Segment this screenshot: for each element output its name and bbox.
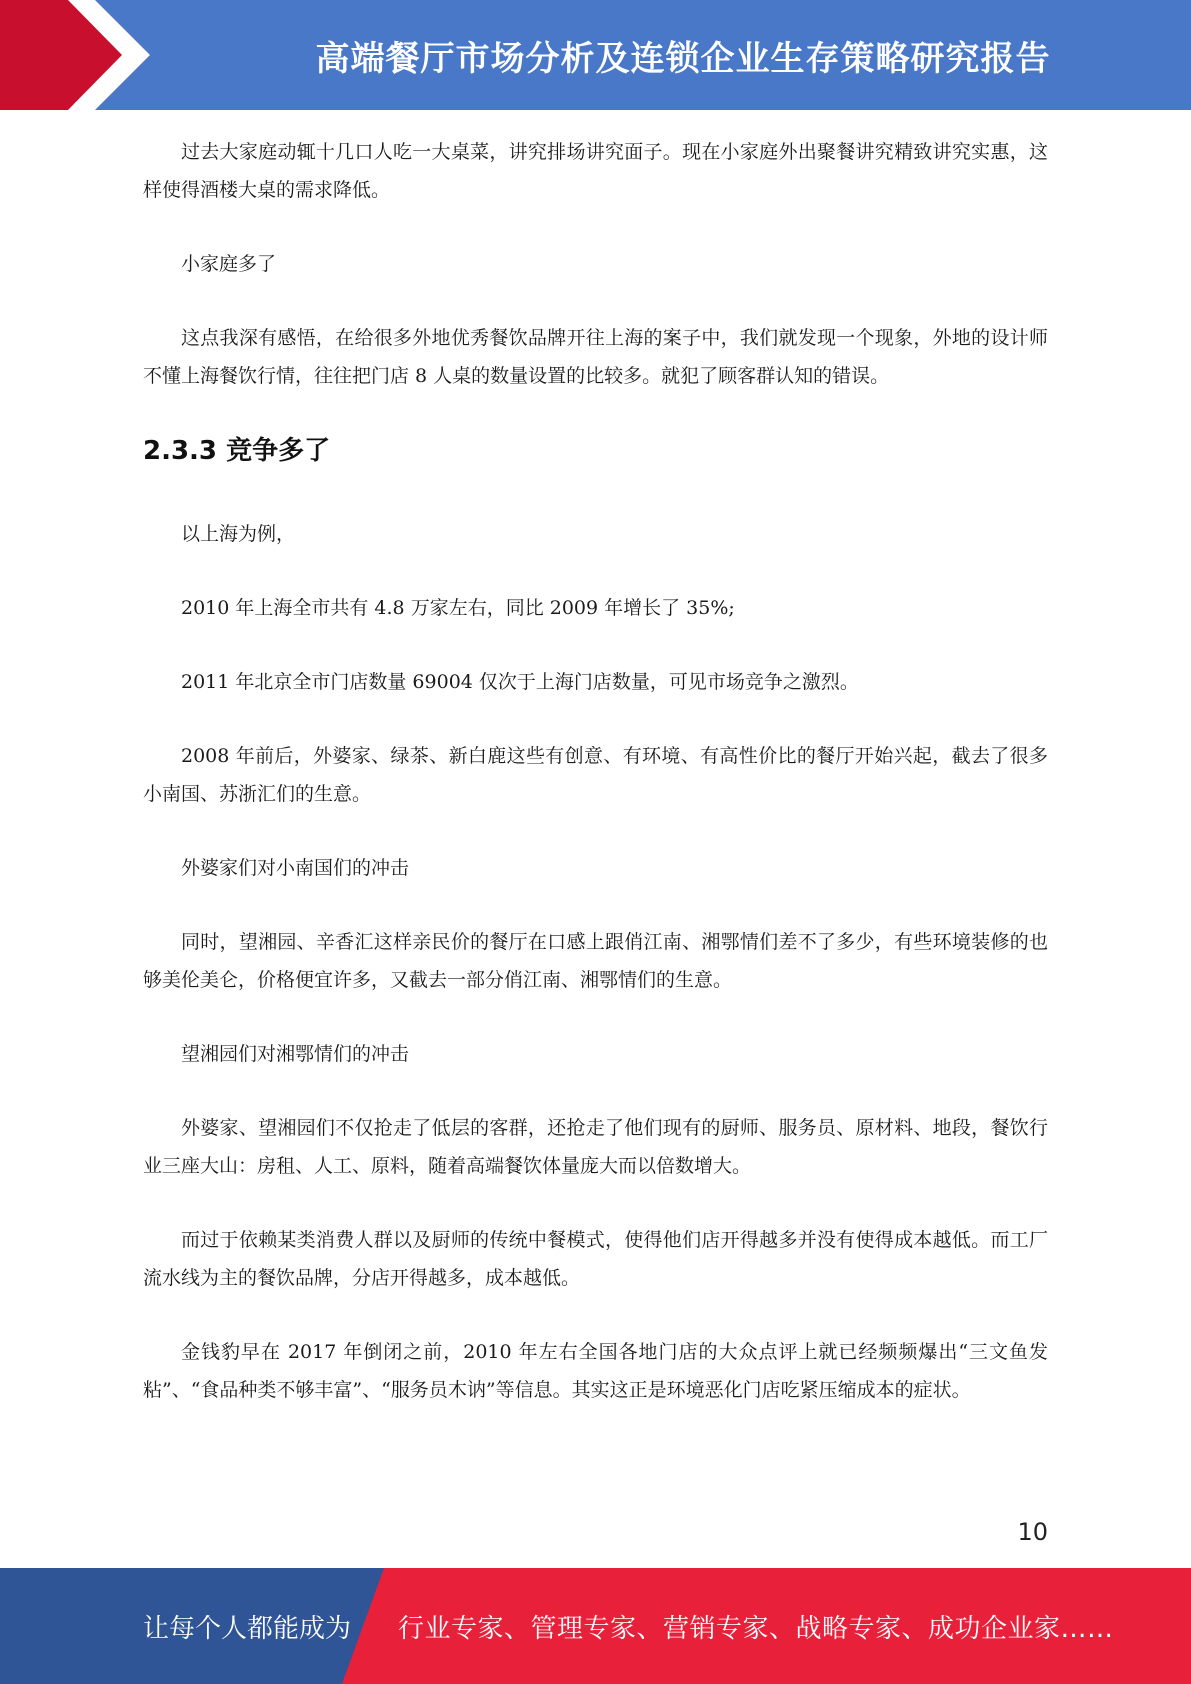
section-heading: 2.3.3 竞争多了 [143,436,331,466]
paragraph: 外婆家、望湘园们不仅抢走了低层的客群，还抢走了他们现有的厨师、服务员、原材料、地段，餐饮行业三座大山：房租、人工、原料，随着高端餐饮体量庞大而以倍数增大。 [143,1117,1048,1177]
document-title: 高端餐厅市场分析及连锁企业生存策略研究报告 [315,38,1051,79]
paragraph: 外婆家们对小南国们的冲击 [181,857,410,879]
paragraph: 同时，望湘园、辛香汇这样亲民价的餐厅在口感上跟俏江南、湘鄂情们差不了多少，有些环境装修的也够美伦美仑，价格便宜许多，又截去一部分俏江南、湘鄂情们的生意。 [143,931,1048,991]
footer-slogan-right: 行业专家、管理专家、营销专家、战略专家、成功企业家…… [398,1613,1114,1644]
paragraph: 2008 年前后，外婆家、绿茶、新白鹿这些有创意、有环境、有高性价比的餐厅开始兴起，截去了很多小南国、苏浙汇们的生意。 [143,745,1048,805]
footer-banner [0,1568,1191,1684]
paragraph: 2010 年上海全市共有 4.8 万家左右，同比 2009 年增长了 35%; [181,597,735,619]
paragraph: 以上海为例， [181,523,296,545]
paragraph: 这点我深有感悟，在给很多外地优秀餐饮品牌开往上海的案子中，我们就发现一个现象，外地的设计师不懂上海餐饮行情，往往把门店 8 人桌的数量设置的比较多。就犯了顾客群认知的错误。 [143,327,1048,387]
paragraph: 金钱豹早在 2017 年倒闭之前，2010 年左右全国各地门店的大众点评上就已经频频爆出“三文鱼发粘”、“食品种类不够丰富”、“服务员木讷”等信息。其实这正是环境恶化门店吃紧压缩成本的症状。 [143,1341,1048,1401]
paragraph: 2011 年北京全市门店数量 69004 仅次于上海门店数量，可见市场竞争之激烈。 [181,671,859,693]
header-chevron-icon [0,0,160,110]
header-bar [0,0,1191,110]
footer-slogan-left: 让每个人都能成为 [143,1613,352,1644]
page-content [143,133,1048,1445]
paragraph: 望湘园们对湘鄂情们的冲击 [181,1043,410,1065]
paragraph: 过去大家庭动辄十几口人吃一大桌菜，讲究排场讲究面子。现在小家庭外出聚餐讲究精致讲究实惠，这样使得酒楼大桌的需求降低。 [143,141,1048,201]
paragraph: 小家庭多了 [181,253,277,275]
paragraph: 而过于依赖某类消费人群以及厨师的传统中餐模式，使得他们店开得越多并没有使得成本越低。而工厂流水线为主的餐饮品牌，分店开得越多，成本越低。 [143,1229,1048,1289]
page-number: 10 [1017,1518,1048,1546]
